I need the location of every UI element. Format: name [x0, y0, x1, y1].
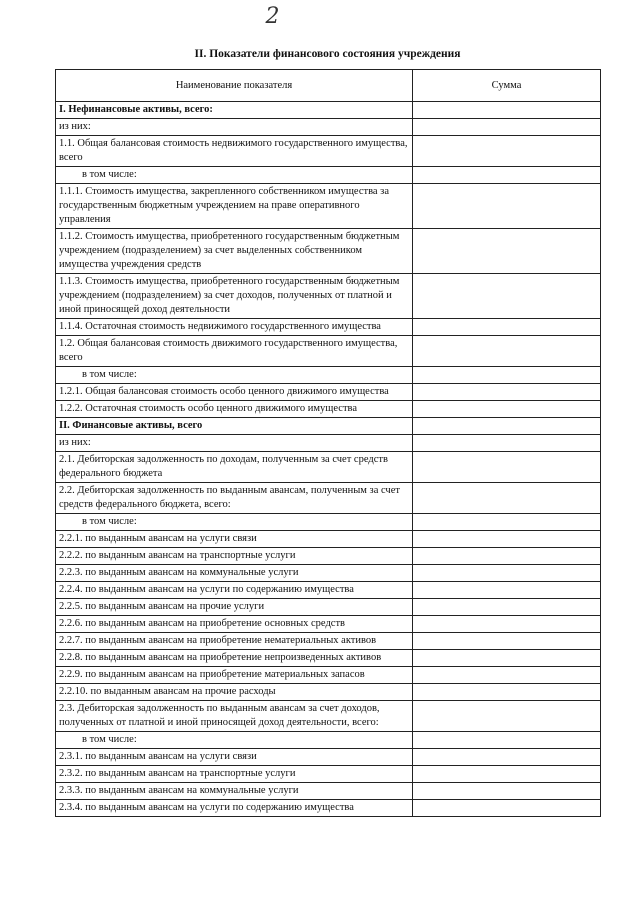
sum-cell	[413, 336, 601, 367]
sum-cell	[413, 800, 601, 817]
indicator-name-cell: 1.2.1. Общая балансовая стоимость особо ценного движимого имущества	[56, 384, 413, 401]
sum-cell	[413, 531, 601, 548]
table-row	[56, 783, 601, 800]
table-row	[56, 367, 601, 384]
sum-cell	[413, 732, 601, 749]
sum-cell	[413, 401, 601, 418]
sum-cell	[413, 102, 601, 119]
indicator-name-cell: 2.2.1. по выданным авансам на услуги связи	[56, 531, 413, 548]
table-row	[56, 684, 601, 701]
indicator-name-cell: II. Финансовые активы, всего	[56, 418, 413, 435]
page-number: 2	[265, 4, 280, 29]
table-row	[56, 435, 601, 452]
table-row	[56, 565, 601, 582]
indicator-name-cell: в том числе:	[56, 167, 413, 184]
indicator-name-cell: 2.2.8. по выданным авансам на приобретение непроизведенных активов	[56, 650, 413, 667]
table-row	[56, 384, 601, 401]
indicator-name-cell: 2.2.9. по выданным авансам на приобретение материальных запасов	[56, 667, 413, 684]
sum-cell	[413, 565, 601, 582]
table-row	[56, 732, 601, 749]
indicator-name-cell: в том числе:	[56, 732, 413, 749]
sum-cell	[413, 684, 601, 701]
indicator-name-cell: в том числе:	[56, 367, 413, 384]
sum-cell	[413, 136, 601, 167]
sum-cell	[413, 766, 601, 783]
table-row	[56, 599, 601, 616]
table-row	[56, 336, 601, 367]
table-row	[56, 667, 601, 684]
indicator-name-cell: 2.3. Дебиторская задолженность по выданным авансам за счет доходов, полученных от платной и иной приносящей доход деятельности, всего:	[56, 701, 413, 732]
table-row	[56, 514, 601, 531]
table-row	[56, 701, 601, 732]
table-row	[56, 319, 601, 336]
sum-cell	[413, 514, 601, 531]
table-body	[56, 102, 601, 817]
table-row	[56, 531, 601, 548]
sum-cell	[413, 184, 601, 229]
indicator-name-cell: в том числе:	[56, 514, 413, 531]
table-row	[56, 119, 601, 136]
sum-cell	[413, 599, 601, 616]
table-row	[56, 650, 601, 667]
indicators-table	[55, 69, 601, 817]
table-row	[56, 483, 601, 514]
table-row	[56, 274, 601, 319]
indicator-name-cell: из них:	[56, 119, 413, 136]
sum-cell	[413, 616, 601, 633]
indicator-name-cell: 1.1. Общая балансовая стоимость недвижимого государственного имущества, всего	[56, 136, 413, 167]
indicator-name-cell: 2.3.2. по выданным авансам на транспортные услуги	[56, 766, 413, 783]
table-row	[56, 418, 601, 435]
sum-cell	[413, 650, 601, 667]
indicator-name-cell: I. Нефинансовые активы, всего:	[56, 102, 413, 119]
indicator-name-cell: 1.1.1. Стоимость имущества, закрепленного собственником имущества за государственным бюджетным учреждением на праве оперативного управления	[56, 184, 413, 229]
indicator-name-cell: 2.2.7. по выданным авансам на приобретение нематериальных активов	[56, 633, 413, 650]
sum-cell	[413, 548, 601, 565]
sum-cell	[413, 274, 601, 319]
indicator-name-cell: 1.2. Общая балансовая стоимость движимого государственного имущества, всего	[56, 336, 413, 367]
indicator-name-cell: 1.2.2. Остаточная стоимость особо ценного движимого имущества	[56, 401, 413, 418]
table-row	[56, 229, 601, 274]
sum-cell	[413, 701, 601, 732]
sum-cell	[413, 749, 601, 766]
indicator-name-cell: из них:	[56, 435, 413, 452]
table-row	[56, 800, 601, 817]
indicator-name-cell: 1.1.4. Остаточная стоимость недвижимого государственного имущества	[56, 319, 413, 336]
section-title: II. Показатели финансового состояния учреждения	[194, 48, 461, 60]
indicator-name-cell: 2.2. Дебиторская задолженность по выданным авансам, полученным за счет средств федерального бюджета, всего:	[56, 483, 413, 514]
sum-cell	[413, 384, 601, 401]
table-row	[56, 749, 601, 766]
table-row	[56, 184, 601, 229]
sum-cell	[413, 452, 601, 483]
table-row	[56, 102, 601, 119]
sum-cell	[413, 119, 601, 136]
table-row	[56, 136, 601, 167]
table-row	[56, 452, 601, 483]
sum-cell	[413, 167, 601, 184]
sum-cell	[413, 367, 601, 384]
header-indicator-name: Наименование показателя	[56, 70, 413, 102]
indicator-name-cell: 2.2.6. по выданным авансам на приобретение основных средств	[56, 616, 413, 633]
sum-cell	[413, 667, 601, 684]
indicator-name-cell: 2.2.3. по выданным авансам на коммунальные услуги	[56, 565, 413, 582]
table-header-row	[56, 70, 601, 102]
sum-cell	[413, 483, 601, 514]
indicator-name-cell: 2.3.3. по выданным авансам на коммунальные услуги	[56, 783, 413, 800]
header-sum: Сумма	[413, 70, 601, 102]
indicator-name-cell: 2.2.2. по выданным авансам на транспортные услуги	[56, 548, 413, 565]
table-row	[56, 633, 601, 650]
indicator-name-cell: 2.2.10. по выданным авансам на прочие расходы	[56, 684, 413, 701]
indicator-name-cell: 1.1.2. Стоимость имущества, приобретенного государственным бюджетным учреждением (подразделением) за счет выделенных собственником имущества учреждения средств	[56, 229, 413, 274]
table-row	[56, 766, 601, 783]
indicator-name-cell: 2.2.4. по выданным авансам на услуги по содержанию имущества	[56, 582, 413, 599]
sum-cell	[413, 418, 601, 435]
sum-cell	[413, 435, 601, 452]
table-row	[56, 616, 601, 633]
sum-cell	[413, 633, 601, 650]
indicator-name-cell: 2.1. Дебиторская задолженность по доходам, полученным за счет средств федерального бюджета	[56, 452, 413, 483]
sum-cell	[413, 229, 601, 274]
table-row	[56, 401, 601, 418]
sum-cell	[413, 783, 601, 800]
indicator-name-cell: 1.1.3. Стоимость имущества, приобретенного государственным бюджетным учреждением (подразделением) за счет доходов, полученных от платной и иной приносящей доход деятельности	[56, 274, 413, 319]
table-row	[56, 548, 601, 565]
indicator-name-cell: 2.3.4. по выданным авансам на услуги по содержанию имущества	[56, 800, 413, 817]
table-row	[56, 582, 601, 599]
table-row	[56, 167, 601, 184]
indicator-name-cell: 2.3.1. по выданным авансам на услуги связи	[56, 749, 413, 766]
indicator-name-cell: 2.2.5. по выданным авансам на прочие услуги	[56, 599, 413, 616]
sum-cell	[413, 582, 601, 599]
sum-cell	[413, 319, 601, 336]
